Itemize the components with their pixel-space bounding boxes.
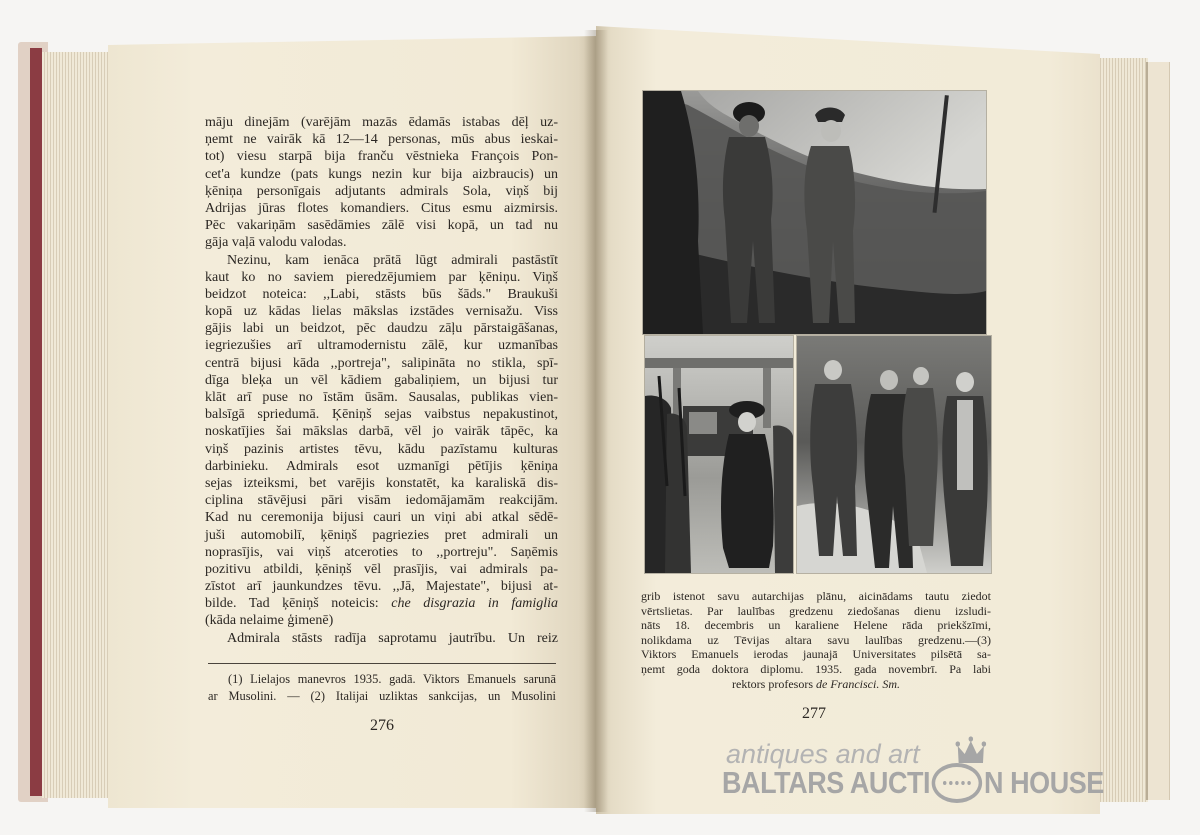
text-line-content: sejas izteiksmi, bet varējis konstatēt, ka karaliskā dis- xyxy=(205,475,558,491)
text-line-content: Viktors Emanuels ierodas jaunajā Universitates pilsētā sa- xyxy=(641,647,991,662)
left-page-body-text xyxy=(205,114,558,647)
text-line xyxy=(205,320,558,337)
text-line xyxy=(205,183,558,200)
text-line-content xyxy=(732,677,900,692)
text-line-content: iegriezušies arī ultramodernistu zālē, kur uzmanības xyxy=(205,338,558,354)
text-line xyxy=(205,234,558,251)
text-line-content: māju dinejām (varējām mazās ēdamās istabas dēļ uz- xyxy=(205,115,558,130)
text-line-content: ciplina stāvējusi pāri visām iedomājamām reakcijām. xyxy=(205,493,558,509)
text-line xyxy=(205,406,558,423)
text-line-content: (kāda nelaime ģimenē) xyxy=(205,613,334,629)
text-line-content: juši automobilī, ķēniņš pagriezies pret admirali un xyxy=(205,527,558,543)
photo-bottom-left xyxy=(645,336,793,573)
text-line xyxy=(641,604,991,619)
text-line xyxy=(205,389,558,406)
book-gutter xyxy=(584,30,608,812)
photo-top xyxy=(643,91,986,334)
text-line xyxy=(205,166,558,183)
text-line xyxy=(208,688,556,705)
footnote-rule xyxy=(208,663,556,664)
text-line xyxy=(641,618,991,633)
text-line xyxy=(205,286,558,303)
text-line xyxy=(641,677,991,692)
page-edges-right xyxy=(1098,58,1148,802)
text-line-content: ar Musolini. — (2) Italijai uzliktas sankcijas, un Musolini xyxy=(208,689,556,703)
text-line-content: kaut ko no saviem pieredzējumiem par ķēniņu. Viņš xyxy=(205,269,558,285)
text-line xyxy=(641,633,991,648)
text-line-content: vērtslietas. Par laulības gredzenu ziedošanas dienu izsludi- xyxy=(641,603,991,618)
text-line-content: nāts 18. decembris un karaliene Helene rāda priekšzīmi, xyxy=(641,618,991,633)
text-line xyxy=(205,423,558,440)
text-line xyxy=(205,630,558,647)
text-line-content: Kad nu ceremonija bijusi cauri un viņi abi atkal sēdē- xyxy=(205,510,558,526)
photo-bottom-right xyxy=(797,336,991,573)
text-line-content: nolikdama uz Tēvijas altara savu laulības gredzenu.—(3) xyxy=(641,632,991,647)
watermark-tagline: antiques and art xyxy=(726,739,920,769)
text-line xyxy=(205,372,558,389)
text-line-content: ņemt ne vairāk kā 12—14 personas, mūs abus ieskai- xyxy=(205,132,558,148)
text-line-content: grib istenot savu autarchijas plānu, aicinādams tautu ziedot xyxy=(641,589,991,603)
text-line-content: Nezinu, kam ienāca prātā lūgt admirali pastāstīt xyxy=(227,252,558,268)
page-edges-left xyxy=(42,52,114,798)
text-line xyxy=(205,337,558,354)
watermark-logo xyxy=(722,763,1104,803)
text-line-content: dīga bleķa un vēl kādiem gabaliņiem, un bijusi tur xyxy=(205,372,558,388)
text-line-content: ņemt goda doktora diplomu. 1935. gada novembrī. Pa labi xyxy=(641,661,991,676)
text-line-content: pozitivu atbildi, ķēniņš vēl prasījis, vai admirals pa- xyxy=(205,561,558,577)
italic-text: de Francisci. Sm. xyxy=(816,676,900,691)
text-line xyxy=(641,662,991,677)
text-line xyxy=(208,671,556,688)
text-line xyxy=(205,595,558,612)
watermark-name-part-1: BALTARS AUCTI xyxy=(722,765,931,800)
text-line-content: Pēc vakariņām sasēdāmies zālē visi kopā, un tad nu xyxy=(205,218,558,234)
watermark-name-part-2: N HOUSE xyxy=(984,765,1104,800)
crown-icon xyxy=(955,736,986,766)
text-line-content: Admirala stāsts radīja saprotamu jautrību. Un reiz xyxy=(227,630,558,646)
text-line xyxy=(205,114,558,131)
text-line xyxy=(205,458,558,475)
text-line xyxy=(205,200,558,217)
text-line-content: tot) viesu starpā bija franču vēstnieka François Pon- xyxy=(205,149,558,165)
text-line-content: Adrijas jūras flotes komandiers. Citus esmu aizmirsis. xyxy=(205,200,558,216)
text-line-content: beidzot noteica: ,,Labi, stāsts būs šāds." Braukuši xyxy=(205,286,558,302)
text-line xyxy=(205,441,558,458)
text-line xyxy=(641,589,991,604)
cloth-binding xyxy=(30,48,42,796)
text-line xyxy=(205,612,558,629)
photo-caption xyxy=(641,589,991,691)
text-line-content: noprasījis, vai viņš atceroties to ,,portreju". Saņēmis xyxy=(205,544,558,560)
text-line-content: balsīgā spriedumā. Ķēniņš sejas vaibstus nepakustinot, xyxy=(205,407,558,423)
footnote xyxy=(208,671,556,705)
text-line xyxy=(205,303,558,320)
text-line xyxy=(205,509,558,526)
text-line-content: centrā bijusi kāda ,,portreja", salipināta no stikla, spī- xyxy=(205,355,558,371)
text-line xyxy=(205,492,558,509)
text-line-content: (1) Lielajos manevros 1935. gadā. Viktors Emanuels sarunā xyxy=(228,672,556,686)
text-line-content xyxy=(205,595,558,612)
text-line-content: viņš pazinis artistes tēvu, kādu pazīstamu kulturas xyxy=(205,441,558,457)
text-line-content: gāja vaļā valodu valodas. xyxy=(205,235,347,251)
text-line xyxy=(205,269,558,286)
text-line xyxy=(205,475,558,492)
text-line xyxy=(205,252,558,269)
text-line xyxy=(205,131,558,148)
text-line xyxy=(205,217,558,234)
watermark-o-ring xyxy=(932,763,982,803)
text-line xyxy=(205,561,558,578)
cover-right xyxy=(1146,62,1170,800)
text-line xyxy=(205,544,558,561)
watermark-dots xyxy=(943,781,971,785)
text-line-content: kopā uz kādas lielas mākslas izstādes vernisažu. Viss xyxy=(205,304,558,320)
page-number-right: 277 xyxy=(802,705,826,722)
text-line xyxy=(205,355,558,372)
text-line-content: noskatījies šai mākslas darbā, vēl jo vairāk tāpēc, ka xyxy=(205,424,558,440)
text-line-content: klāt arī puse no īstām ūsām. Sausalas, publikas vien- xyxy=(205,390,558,405)
text-segment: bilde. Tad ķēniņš noteicis: xyxy=(205,596,392,612)
text-line-content: zīstot arī jaunkundzes tēvu. ,,Jā, Majestate", bijusi at- xyxy=(205,579,558,595)
text-line xyxy=(205,527,558,544)
text-segment: rektors profesors xyxy=(732,676,816,691)
text-line-content: ķēniņa personīgais adjutants admirals Sola, viņš bij xyxy=(205,183,558,199)
text-line xyxy=(205,148,558,165)
text-line-content: gājis labi un beidzot, pēc daudzu zāļu pārstaigāšanas, xyxy=(205,321,558,337)
italic-text: che disgrazia in famiglia xyxy=(391,596,558,612)
page-number-left: 276 xyxy=(370,717,394,734)
text-line xyxy=(205,578,558,595)
text-line xyxy=(641,647,991,662)
text-line-content: darbinieku. Admirals esot uzmanīgi pētījis ķēniņa xyxy=(205,458,558,474)
text-line-content: cet'a kundze (pats kungs nezin kur bija aizbraucis) un xyxy=(205,166,558,182)
